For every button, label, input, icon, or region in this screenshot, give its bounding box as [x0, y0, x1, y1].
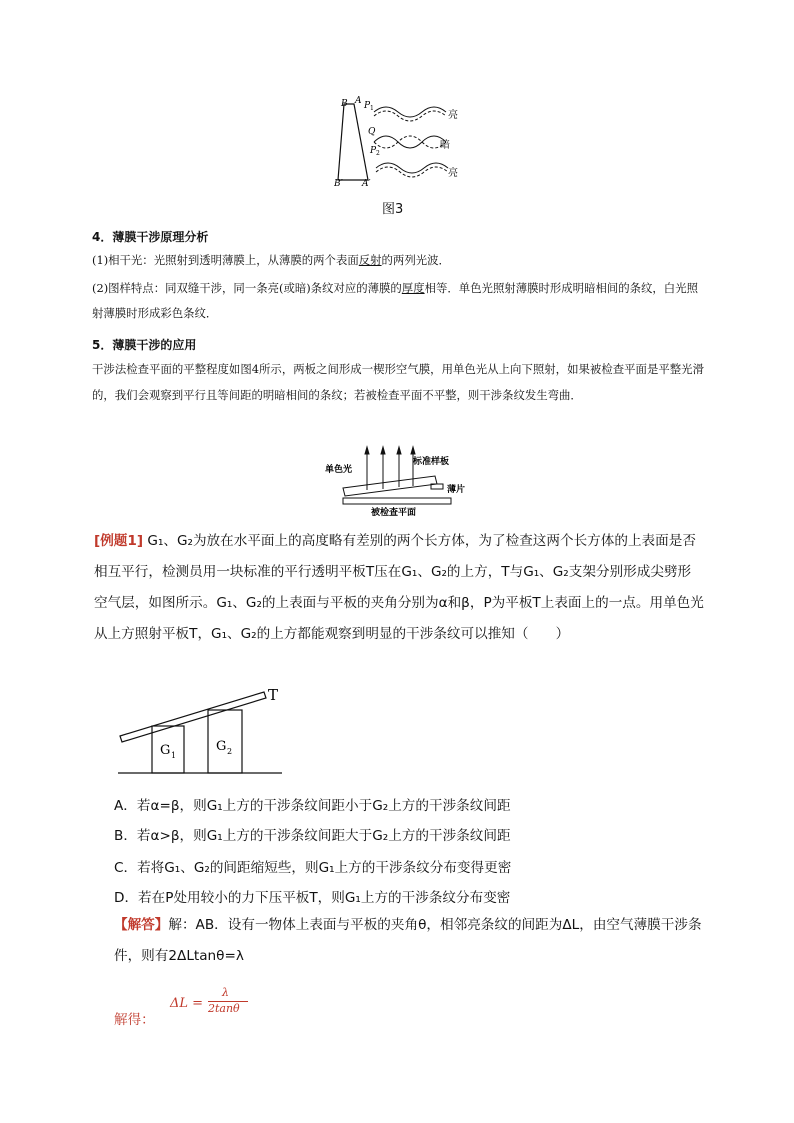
- option-c[interactable]: C．若将G₁、G₂的间距缩短些，则G₁上方的干涉条纹分布变得更密: [114, 860, 512, 876]
- section-4-item-1: [92, 248, 712, 273]
- label-Q: Q: [368, 127, 376, 137]
- figure-4-diagram: [325, 440, 475, 518]
- item-2-pre: (2)图样特点：同双缝干涉，同一条亮(或暗)条纹对应的薄膜的: [92, 281, 402, 295]
- solve-label: 解得：: [114, 1012, 155, 1028]
- answer-block: [114, 910, 704, 972]
- label-A: A: [355, 96, 362, 106]
- label-A-prime: A′: [362, 179, 371, 189]
- wave-bright-top-dashed: [374, 111, 446, 121]
- wave-dark-solid: [374, 136, 446, 148]
- item-2-underlined: 厚度: [401, 281, 425, 295]
- formula-numerator: λ: [222, 986, 229, 999]
- section-5-heading: 5．薄膜干涉的应用: [92, 338, 197, 352]
- example-1-stem: G₁、G₂为放在水平面上的高度略有差别的两个长方体，为了检查这两个长方体的上表面是否相互平行，检测员用一块标准的平行透明平板T压在G₁、G₂的上方，T与G₁、G₂支架分别形成尖劈形空气层，如图所示。G₁、G₂的上表面与平板的夹角分别为α和β，P为平板T上表面上的一点。用单色光从上方照射平板T，G₁、G₂的上方都能观察到明显的干涉条纹可以推知（ ）: [94, 533, 704, 642]
- section-4-item-2: [92, 276, 704, 326]
- label-T: T: [268, 686, 279, 704]
- label-B: B: [341, 99, 348, 109]
- section-5-body: 干涉法检查平面的平整程度如图4所示，两板之间形成一楔形空气膜，用单色光从上向下照射，如果被检查平面是平整光滑的，我们会观察到平行且等间距的明暗相间的条纹；若被检查平面不平整，则干涉条纹发生弯曲．: [92, 362, 704, 402]
- formula-lhs: ΔL =: [170, 996, 204, 1011]
- label-G2: G: [216, 739, 227, 754]
- item-1-pre: (1)相干光：光照射到透明薄膜上，从薄膜的两个表面: [92, 253, 359, 267]
- example-1: [94, 526, 704, 650]
- option-b[interactable]: B．若α>β，则G₁上方的干涉条纹间距大于G₂上方的干涉条纹间距: [114, 828, 511, 844]
- section-4-heading: 4．薄膜干涉原理分析: [92, 230, 209, 244]
- label-P2: P: [370, 146, 377, 156]
- fig4-label-plate: 标准样板: [413, 457, 450, 467]
- answer-tag: 【解答】: [114, 917, 169, 933]
- label-P1: P: [364, 101, 371, 111]
- label-G2-sub: 2: [227, 747, 233, 756]
- wave-bright-bottom-solid: [376, 163, 448, 173]
- band-label-bright-2: 亮: [448, 168, 458, 179]
- figure-3-caption: 图3: [382, 202, 404, 217]
- option-a[interactable]: A．若α=β，则G₁上方的干涉条纹间距小于G₂上方的干涉条纹间距: [114, 798, 511, 814]
- wave-bright-top-solid: [374, 107, 446, 117]
- item-2-post: 相等．单色光照射薄膜时形成明暗相间的条纹，白光照射薄膜时形成彩色条纹．: [92, 281, 698, 320]
- answer-text: 解：AB．设有一物体上表面与平板的夹角θ，相邻亮条纹的间距为ΔL，由空气薄膜干涉条件，则有2ΔLtanθ=λ: [114, 917, 702, 964]
- fig4-label-surface: 被检查平面: [371, 508, 417, 518]
- fig4-label-sheet: 薄片: [447, 485, 466, 495]
- fig4-label-light: 单色光: [325, 465, 353, 475]
- example-1-tag: [例题1]: [94, 533, 144, 549]
- band-label-dark: 暗: [440, 140, 450, 151]
- label-P1-sub: 1: [370, 105, 374, 112]
- item-1-post: 的两列光波．: [381, 253, 450, 267]
- label-B-prime: B′: [334, 179, 343, 189]
- formula-denominator: 2tanθ: [208, 1002, 240, 1015]
- label-P2-sub: 2: [376, 150, 380, 157]
- figure-3-diagram: [334, 94, 464, 190]
- wave-dark-dashed: [374, 136, 446, 148]
- label-G1-sub: 1: [171, 751, 177, 760]
- option-d[interactable]: D．若在P处用较小的力下压平板T，则G₁上方的干涉条纹分布变密: [114, 890, 511, 906]
- wave-bright-bottom-dashed: [376, 167, 448, 177]
- example-1-figure: [116, 686, 286, 778]
- label-G1: G: [160, 743, 171, 758]
- item-1-underlined: 反射: [358, 253, 382, 267]
- band-label-bright-1: 亮: [448, 110, 458, 121]
